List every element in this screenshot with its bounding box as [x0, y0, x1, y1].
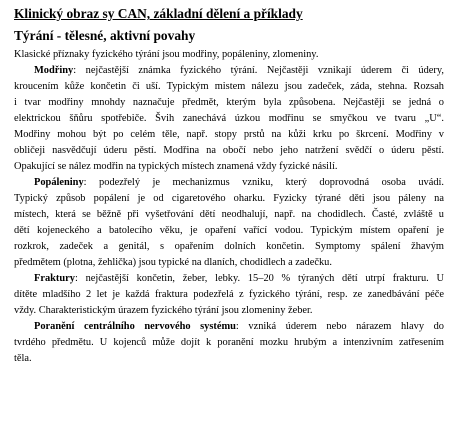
section-heading: Týrání - tělesné, aktivní povahy: [14, 28, 196, 43]
term-fractures: Fraktury: [34, 273, 75, 284]
term-bruises: Modřiny: [34, 65, 74, 76]
paragraph-line: obličeji nasvědčují úderu pěstí. Modřina na obočí nebo jeho natržení svědčí o úderu pěstí.: [14, 145, 444, 156]
paragraph-line: [14, 319, 444, 335]
paragraph-line: [14, 271, 444, 287]
paragraph-line: Modřiny mohou být po celém těle, např. stopy prstů na kůži krku po škrcení. Modřiny v: [14, 129, 444, 140]
paragraph-line: těla.: [14, 353, 32, 364]
paragraph-line: [14, 175, 444, 191]
intro-text: Klasické příznaky fyzického týrání jsou modřiny, popáleniny, zlomeniny.: [14, 49, 319, 60]
paragraph-line: rozkrok, zadeček a genitál, s opařením dolních končetin. Symptomy spálení žhavým: [14, 241, 444, 252]
line-text: : nejčastější známka fyzického týrání. Nejčastěji vznikají úderem či údery,: [73, 65, 444, 76]
paragraph-bruises: [14, 63, 444, 175]
paragraph-line: elektrickou šňůru spotřebiče. Švih zanechává úzkou modřinu se smyčkou ve tvaru „U“.: [14, 113, 444, 124]
document-title: Klinický obraz sy CAN, základní dělení a příklady: [14, 6, 303, 21]
paragraph-line: [14, 63, 444, 79]
line-text: : nejčastější končetin, žeber, lebky. 15–20 % týraných dětí utrpí frakturu. U: [74, 273, 444, 284]
line-text: : podezřelý je mechanizmus vzniku, který doprovodná osoba uvádí.: [83, 177, 444, 188]
paragraph-line: dítěte mladšího 2 let je každá fraktura podezřelá z fyzického týrání, resp. ze zanedbávání péče: [14, 289, 444, 300]
line-text: : vzniká úderem nebo nárazem hlavy do: [235, 321, 445, 332]
paragraph-line: místech, která se běžně při vyšetřování dětí neodhalují, např. na chodidlech. Časté, zvláště u: [14, 209, 444, 220]
paragraph-line: vždy. Charakteristickým úrazem fyzického týrání jsou zlomeniny žeber.: [14, 305, 313, 316]
paragraph-line: dětí kojeneckého a batolecího věku, je opaření vařící vodou. Typickým místem opaření je: [14, 225, 444, 236]
term-burns: Popáleniny: [34, 177, 84, 188]
paragraph-line: kroucením kůže končetin či uší. Typickým mistem nálezu jsou zadeček, záda, stehna. Rozsah: [14, 81, 444, 92]
paragraph-line: i tvar modřiny mnohdy naznačuje předmět, kterým byla způsobena. Nejčastěji se jedná o: [14, 97, 444, 108]
paragraph-cns-injury: [14, 319, 444, 367]
paragraph-line: tvrdého předmětu. U kojenců může dojít k poranění mozku hrubým a intenzivním zatřesením: [14, 337, 444, 348]
paragraph-line: Opakující se nález modřin na typických místech znamená vždy fyzické násilí.: [14, 161, 338, 172]
document-page: [14, 5, 444, 367]
paragraph-line: Typický způsob popálení je od cigaretového oharku. Fyzicky týrané děti jsou páleny na: [14, 193, 444, 204]
paragraph-fractures: [14, 271, 444, 319]
paragraph-line: předmětem (plotna, žehlička) jsou typické na dlaních, chodidlech a zadečku.: [14, 257, 332, 268]
paragraph-burns: [14, 175, 444, 271]
term-cns-injury: Poranění centrálního nervového systému: [34, 321, 236, 332]
